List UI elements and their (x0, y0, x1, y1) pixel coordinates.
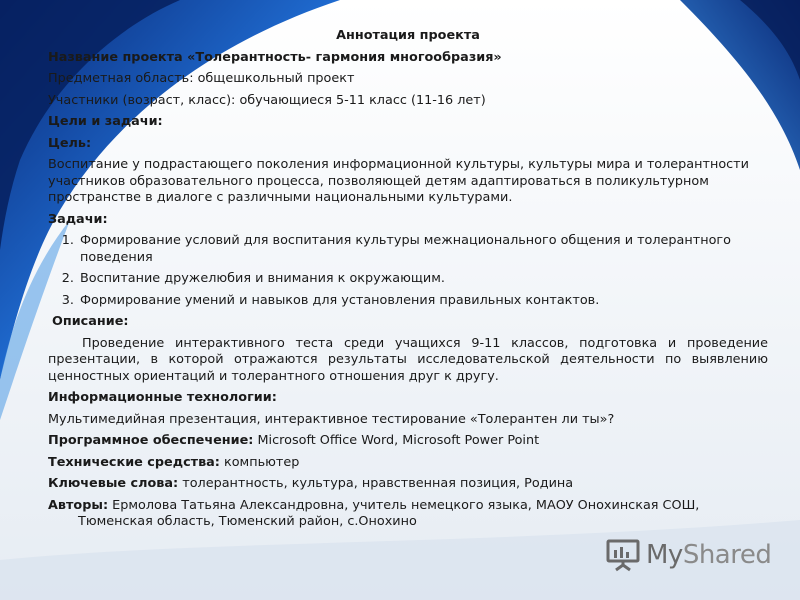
logo-brand-my: My (646, 540, 683, 570)
tasks-heading: Задачи: (48, 211, 108, 227)
description-text: Проведение интерактивного теста среди учащихся 9-11 классов, подготовка и проведение презентации, в которой отражаются результаты исследовательской деятельности по выявлению ценностных ориентаций и толерантного отношения друг к другу. (48, 335, 768, 384)
subject-area: Предметная область: общешкольный проект (48, 71, 355, 86)
list-item: 1. Формирование условий для воспитания культуры межнационального общения и толерантного поведения (78, 233, 768, 266)
authors-label: Авторы: (48, 497, 109, 513)
logo-brand-shared: Shared (682, 540, 772, 570)
hardware-row (48, 455, 768, 472)
software-row (48, 433, 768, 450)
hardware-value: компьютер (224, 454, 300, 470)
annotation-slide (48, 28, 768, 536)
goals-tasks-heading: Цели и задачи: (48, 114, 163, 129)
software-value: Microsoft Office Word, Microsoft Power Point (257, 433, 540, 448)
authors-row (48, 498, 768, 531)
list-item: 2. Воспитание дружелюбия и внимания к окружающим. (78, 271, 768, 288)
list-item: 3. Формирование умений и навыков для установления правильных контактов. (78, 293, 768, 310)
description-heading: Описание: (52, 314, 129, 329)
goal-heading: Цель: (48, 135, 92, 151)
hardware-label: Технические средства: (48, 454, 220, 470)
tasks-list (48, 233, 768, 309)
keywords-label: Ключевые слова: (48, 476, 179, 491)
it-text: Мультимедийная презентация, интерактивное тестирование «Толерантен ли ты»? (48, 411, 615, 427)
page-title: Аннотация проекта (336, 28, 480, 43)
it-heading: Информационные технологии: (48, 390, 277, 405)
participants: Участники (возраст, класс): обучающиеся 5-11 класс (11-16 лет) (48, 92, 486, 108)
myshared-logo[interactable] (606, 535, 771, 575)
authors-value: Ермолова Татьяна Александровна, учитель немецкого языка, МАОУ Онохинская СОШ, Тюменская область, Тюменский район, с.Онохино (78, 497, 700, 529)
software-label: Программное обеспечение: (48, 433, 254, 448)
keywords-row (48, 476, 768, 493)
logo-text (646, 540, 771, 570)
presentation-screen-icon (606, 538, 640, 572)
project-name: Название проекта «Толерантность- гармония многообразия» (48, 49, 502, 65)
keywords-value: толерантность, культура, нравственная позиция, Родина (182, 476, 574, 491)
goal-text: Воспитание у подрастающего поколения информационной культуры, культуры мира и толерантности участников образовательного процесса, позволяющей детям адаптироваться в поликультурном пространстве в диалоге с различными национальными культурами. (48, 157, 749, 205)
